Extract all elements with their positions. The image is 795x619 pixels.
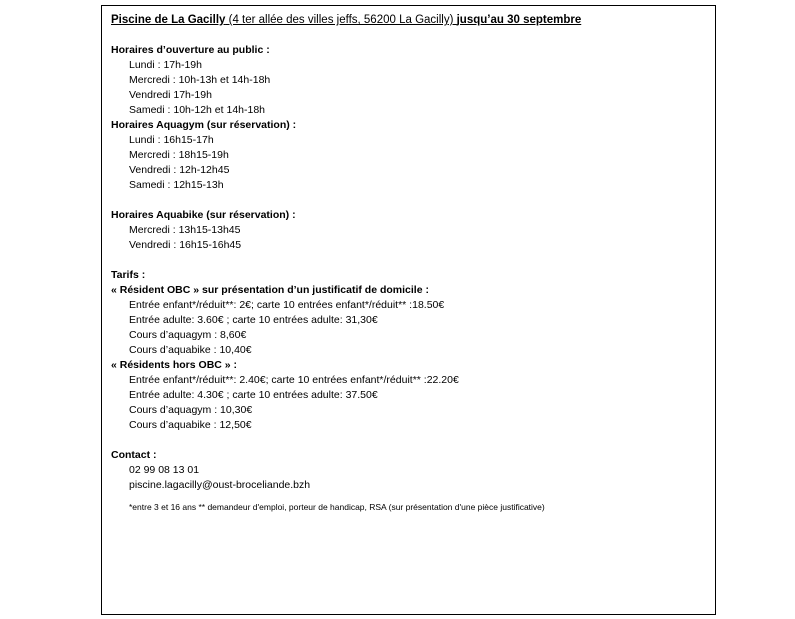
contact-phone: 02 99 08 13 01 — [129, 464, 200, 476]
footnote: *entre 3 et 16 ans ** demandeur d'emploi, porteur de handicap, RSA (sur présentation d'une pièce justificative) — [129, 502, 545, 512]
resident-tarifs-heading: « Résident OBC » sur présentation d’un justificatif de domicile : — [111, 284, 429, 296]
aquagym-hours-item: Mercredi : 18h15-19h — [129, 149, 229, 161]
resident-tarif-item: Cours d’aquabike : 10,40€ — [129, 344, 252, 356]
aquabike-hours-item: Vendredi : 16h15-16h45 — [129, 239, 242, 251]
spacer — [111, 493, 715, 501]
public-hours-heading: Horaires d’ouverture au public : — [111, 44, 270, 56]
spacer — [111, 28, 715, 43]
public-hours-item: Samedi : 10h-12h et 14h-18h — [129, 104, 266, 116]
document-title — [111, 12, 715, 28]
resident-tarif-item: Entrée adulte: 3.60€ ; carte 10 entrées adulte: 31,30€ — [129, 314, 378, 326]
non-resident-tarif-item: Cours d’aquabike : 12,50€ — [129, 419, 252, 431]
non-resident-tarif-item: Entrée enfant*/réduit**: 2.40€; carte 10 entrées enfant*/réduit** :22.20€ — [129, 374, 459, 386]
resident-tarif-item: Entrée enfant*/réduit**: 2€; carte 10 entrées enfant*/réduit** :18.50€ — [129, 299, 445, 311]
spacer — [111, 193, 715, 208]
season-end: jusqu’au 30 septembre — [456, 14, 582, 26]
contact-email: piscine.lagacilly@oust-broceliande.bzh — [129, 479, 311, 491]
spacer — [111, 433, 715, 448]
aquagym-hours-heading: Horaires Aquagym (sur réservation) : — [111, 119, 297, 131]
public-hours-item: Lundi : 17h-19h — [129, 59, 202, 71]
tarifs-heading: Tarifs : — [111, 269, 146, 281]
pool-address: (4 ter allée des villes jeffs, 56200 La Gacilly) — [225, 14, 457, 26]
spacer — [111, 253, 715, 268]
pool-name: Piscine de La Gacilly — [111, 14, 226, 26]
non-resident-tarif-item: Cours d’aquagym : 10,30€ — [129, 404, 253, 416]
non-resident-tarif-item: Entrée adulte: 4.30€ ; carte 10 entrées adulte: 37.50€ — [129, 389, 378, 401]
aquabike-hours-heading: Horaires Aquabike (sur réservation) : — [111, 209, 296, 221]
aquabike-hours-item: Mercredi : 13h15-13h45 — [129, 224, 241, 236]
aquagym-hours-item: Samedi : 12h15-13h — [129, 179, 224, 191]
notice-box — [101, 5, 716, 615]
aquagym-hours-item: Lundi : 16h15-17h — [129, 134, 214, 146]
non-resident-tarifs-heading: « Résidents hors OBC » : — [111, 359, 238, 371]
resident-tarif-item: Cours d’aquagym : 8,60€ — [129, 329, 247, 341]
contact-heading: Contact : — [111, 449, 157, 461]
public-hours-item: Vendredi 17h-19h — [129, 89, 212, 101]
public-hours-item: Mercredi : 10h-13h et 14h-18h — [129, 74, 271, 86]
aquagym-hours-item: Vendredi : 12h-12h45 — [129, 164, 230, 176]
